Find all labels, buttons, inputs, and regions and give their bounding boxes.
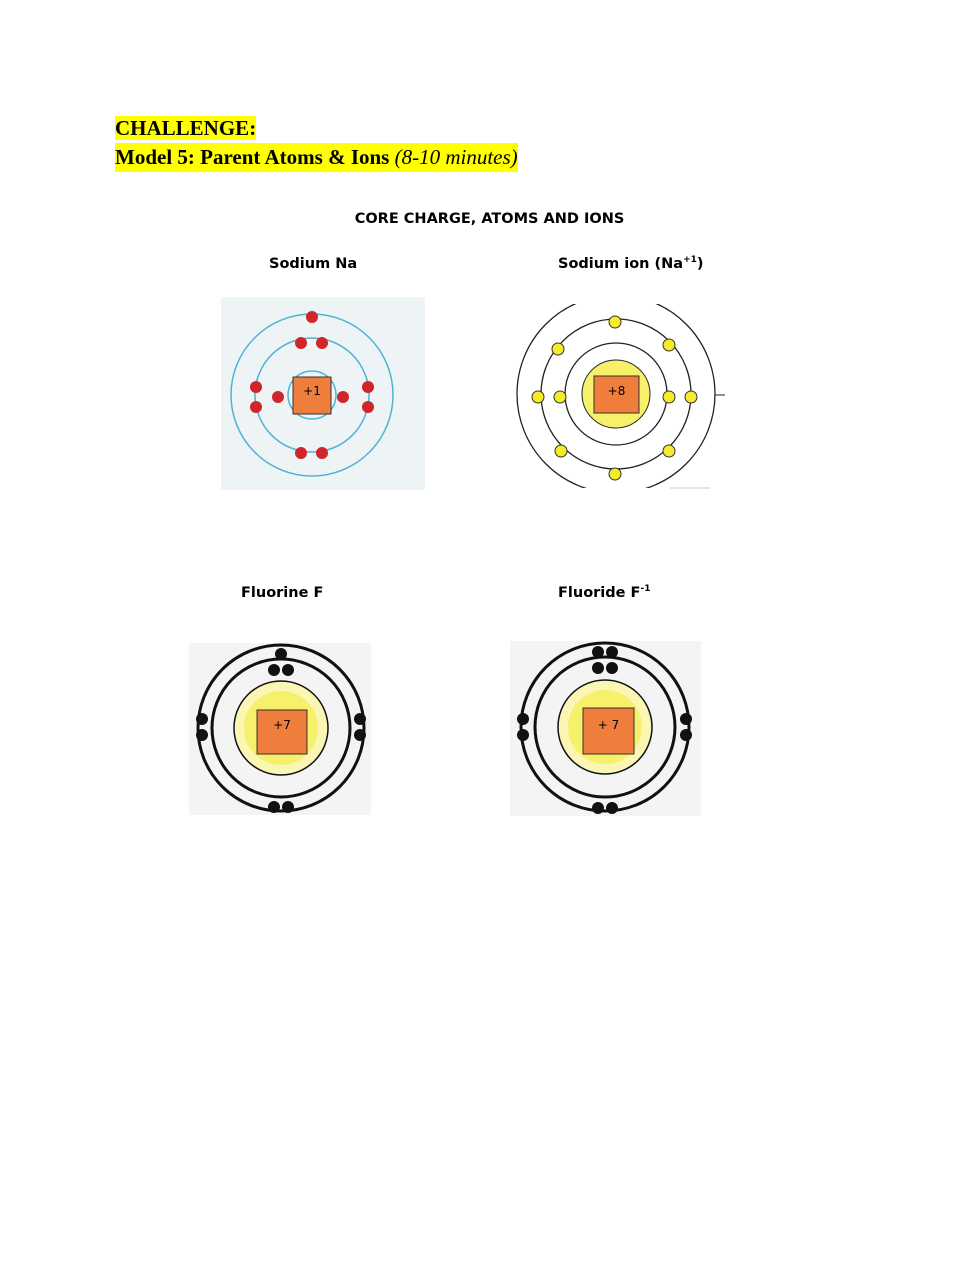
model-heading: Model 5: Parent Atoms & Ions (8-10 minutes)	[115, 143, 518, 172]
label-fluoride: Fluoride $F^{-1}$	[558, 584, 651, 601]
sodium-ion-core-charge: +8	[607, 384, 626, 398]
page-header	[115, 114, 518, 172]
fluorine-core-charge: +7	[273, 718, 291, 732]
sodium-core-charge: +1	[303, 384, 321, 398]
diagram-title: CORE CHARGE, ATOMS AND IONS	[354, 211, 625, 227]
fluoride-core-charge: + 7	[597, 718, 620, 732]
label-fluorine: Fluorine F	[241, 585, 324, 601]
label-sodium: Sodium Na	[269, 256, 358, 272]
challenge-heading: CHALLENGE:	[115, 116, 257, 140]
sodium-ion-diagram	[510, 304, 730, 494]
label-sodium-ion: Sodium ion $(Na^{+1})$	[558, 255, 704, 272]
